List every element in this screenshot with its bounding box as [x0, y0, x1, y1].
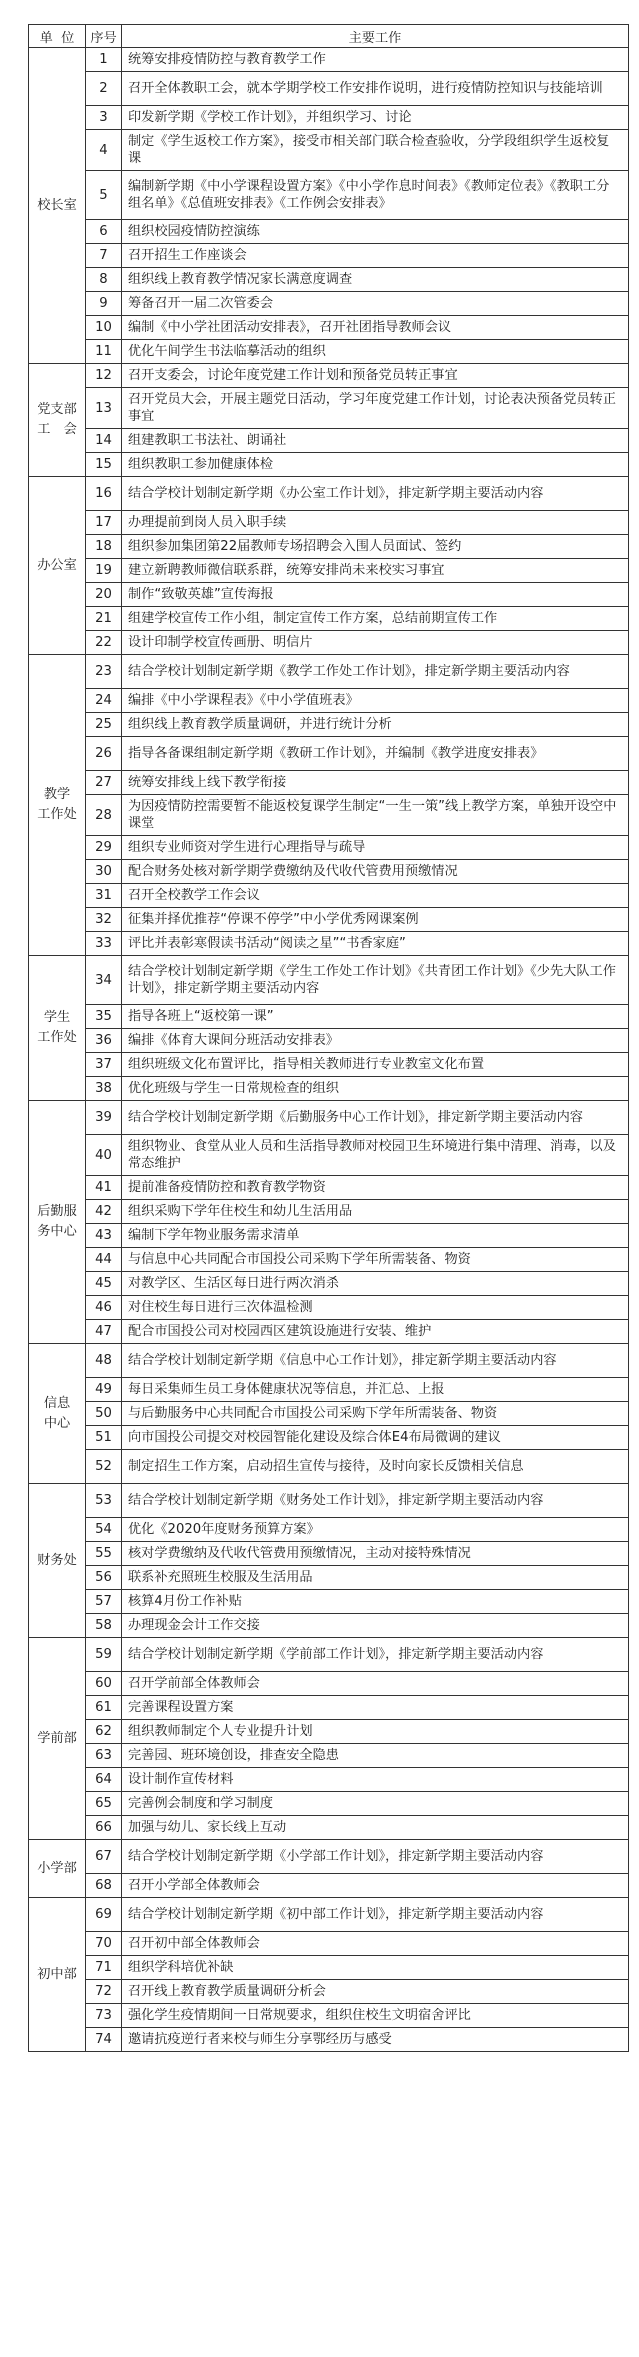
- work-cell: 设计制作宣传材料: [122, 1768, 629, 1792]
- seq-cell: 51: [86, 1426, 122, 1450]
- seq-cell: 45: [86, 1272, 122, 1296]
- seq-cell: 22: [86, 631, 122, 655]
- unit-cell: 学前部: [29, 1638, 86, 1840]
- seq-cell: 13: [86, 388, 122, 429]
- table-row: [29, 477, 629, 511]
- seq-cell: 42: [86, 1200, 122, 1224]
- seq-cell: 56: [86, 1566, 122, 1590]
- work-cell: 结合学校计划制定新学期《学生工作处工作计划》《共青团工作计划》《少先大队工作计划》，排定新学期主要活动内容: [122, 956, 629, 1005]
- table-row: [29, 631, 629, 655]
- seq-cell: 28: [86, 795, 122, 836]
- table-row: [29, 453, 629, 477]
- table-row: [29, 908, 629, 932]
- work-plan-sheet: [28, 24, 628, 2052]
- table-row: [29, 1402, 629, 1426]
- table-row: [29, 2004, 629, 2028]
- seq-cell: 7: [86, 244, 122, 268]
- table-row: [29, 583, 629, 607]
- work-cell: 办理现金会计工作交接: [122, 1614, 629, 1638]
- seq-cell: 4: [86, 130, 122, 171]
- table-row: [29, 559, 629, 583]
- table-row: [29, 292, 629, 316]
- seq-cell: 14: [86, 429, 122, 453]
- seq-cell: 71: [86, 1956, 122, 1980]
- work-cell: 召开初中部全体教师会: [122, 1932, 629, 1956]
- work-cell: 结合学校计划制定新学期《信息中心工作计划》，排定新学期主要活动内容: [122, 1344, 629, 1378]
- seq-cell: 66: [86, 1816, 122, 1840]
- table-row: [29, 268, 629, 292]
- work-cell: 组织参加集团第22届教师专场招聘会入围人员面试、签约: [122, 535, 629, 559]
- work-cell: 联系补充照班生校服及生活用品: [122, 1566, 629, 1590]
- table-row: [29, 1248, 629, 1272]
- table-row: [29, 1426, 629, 1450]
- work-cell: 结合学校计划制定新学期《学前部工作计划》，排定新学期主要活动内容: [122, 1638, 629, 1672]
- table-row: [29, 1614, 629, 1638]
- table-row: [29, 535, 629, 559]
- seq-cell: 67: [86, 1840, 122, 1874]
- work-cell: 召开全校教学工作会议: [122, 884, 629, 908]
- unit-cell: 办公室: [29, 477, 86, 655]
- work-cell: 完善园、班环境创设，排查安全隐患: [122, 1744, 629, 1768]
- seq-cell: 20: [86, 583, 122, 607]
- seq-cell: 6: [86, 220, 122, 244]
- table-body: [29, 48, 629, 2052]
- work-cell: 编排《体育大课间分班活动安排表》: [122, 1029, 629, 1053]
- table-row: [29, 884, 629, 908]
- table-row: [29, 429, 629, 453]
- work-cell: 与信息中心共同配合市国投公司采购下学年所需装备、物资: [122, 1248, 629, 1272]
- table-row: [29, 1296, 629, 1320]
- work-cell: 组织采购下学年住校生和幼儿生活用品: [122, 1200, 629, 1224]
- seq-cell: 62: [86, 1720, 122, 1744]
- seq-cell: 69: [86, 1898, 122, 1932]
- table-row: [29, 1077, 629, 1101]
- seq-cell: 52: [86, 1450, 122, 1484]
- seq-cell: 24: [86, 689, 122, 713]
- work-cell: 加强与幼儿、家长线上互动: [122, 1816, 629, 1840]
- seq-cell: 74: [86, 2028, 122, 2052]
- table-row: [29, 1101, 629, 1135]
- work-cell: 为因疫情防控需要暂不能返校复课学生制定“一生一策”线上教学方案，单独开设空中课堂: [122, 795, 629, 836]
- work-cell: 核算4月份工作补贴: [122, 1590, 629, 1614]
- table-row: [29, 388, 629, 429]
- table-row: [29, 1768, 629, 1792]
- seq-cell: 70: [86, 1932, 122, 1956]
- work-cell: 指导各班上“返校第一课”: [122, 1005, 629, 1029]
- seq-cell: 18: [86, 535, 122, 559]
- work-cell: 召开全体教职工会，就本学期学校工作安排作说明，进行疫情防控知识与技能培训: [122, 72, 629, 106]
- unit-column-header: 单 位: [29, 25, 86, 48]
- work-cell: 编制下学年物业服务需求清单: [122, 1224, 629, 1248]
- seq-cell: 25: [86, 713, 122, 737]
- seq-cell: 2: [86, 72, 122, 106]
- table-row: [29, 1590, 629, 1614]
- table-row: [29, 1518, 629, 1542]
- table-row: [29, 795, 629, 836]
- unit-cell: 党支部 工 会: [29, 364, 86, 477]
- work-cell: 组织校园疫情防控演练: [122, 220, 629, 244]
- work-cell: 邀请抗疫逆行者来校与师生分享鄂经历与感受: [122, 2028, 629, 2052]
- table-row: [29, 1956, 629, 1980]
- table-row: [29, 171, 629, 220]
- work-cell: 召开学前部全体教师会: [122, 1672, 629, 1696]
- seq-cell: 3: [86, 106, 122, 130]
- seq-cell: 41: [86, 1176, 122, 1200]
- seq-cell: 34: [86, 956, 122, 1005]
- table-row: [29, 1672, 629, 1696]
- table-row: [29, 1450, 629, 1484]
- work-cell: 对住校生每日进行三次体温检测: [122, 1296, 629, 1320]
- work-cell: 结合学校计划制定新学期《后勤服务中心工作计划》，排定新学期主要活动内容: [122, 1101, 629, 1135]
- table-row: [29, 655, 629, 689]
- work-cell: 结合学校计划制定新学期《办公室工作计划》，排定新学期主要活动内容: [122, 477, 629, 511]
- seq-cell: 60: [86, 1672, 122, 1696]
- table-row: [29, 1484, 629, 1518]
- seq-cell: 72: [86, 1980, 122, 2004]
- work-cell: 完善课程设置方案: [122, 1696, 629, 1720]
- work-cell: 组织教职工参加健康体检: [122, 453, 629, 477]
- seq-cell: 44: [86, 1248, 122, 1272]
- work-cell: 强化学生疫情期间一日常规要求，组织住校生文明宿舍评比: [122, 2004, 629, 2028]
- work-cell: 制作“致敬英雄”宣传海报: [122, 583, 629, 607]
- table-row: [29, 932, 629, 956]
- seq-cell: 35: [86, 1005, 122, 1029]
- seq-cell: 12: [86, 364, 122, 388]
- seq-cell: 54: [86, 1518, 122, 1542]
- work-cell: 建立新聘教师微信联系群，统筹安排尚未来校实习事宜: [122, 559, 629, 583]
- seq-cell: 32: [86, 908, 122, 932]
- work-cell: 提前准备疫情防控和教育教学物资: [122, 1176, 629, 1200]
- work-cell: 设计印制学校宣传画册、明信片: [122, 631, 629, 655]
- unit-cell: 财务处: [29, 1484, 86, 1638]
- table-row: [29, 244, 629, 268]
- work-cell: 召开线上教育教学质量调研分析会: [122, 1980, 629, 2004]
- work-cell: 制定招生工作方案，启动招生宣传与接待，及时向家长反馈相关信息: [122, 1450, 629, 1484]
- seq-cell: 15: [86, 453, 122, 477]
- work-cell: 召开党员大会，开展主题党日活动，学习年度党建工作计划，讨论表决预备党员转正事宜: [122, 388, 629, 429]
- table-row: [29, 836, 629, 860]
- unit-cell: 信息 中心: [29, 1344, 86, 1484]
- seq-cell: 64: [86, 1768, 122, 1792]
- seq-cell: 50: [86, 1402, 122, 1426]
- work-cell: 征集并择优推荐“停课不停学”中小学优秀网课案例: [122, 908, 629, 932]
- seq-cell: 19: [86, 559, 122, 583]
- seq-cell: 57: [86, 1590, 122, 1614]
- work-cell: 对教学区、生活区每日进行两次消杀: [122, 1272, 629, 1296]
- seq-cell: 40: [86, 1135, 122, 1176]
- table-row: [29, 1542, 629, 1566]
- work-cell: 配合市国投公司对校园西区建筑设施进行安装、维护: [122, 1320, 629, 1344]
- seq-cell: 47: [86, 1320, 122, 1344]
- work-cell: 组建教职工书法社、朗诵社: [122, 429, 629, 453]
- work-cell: 召开支委会，讨论年度党建工作计划和预备党员转正事宜: [122, 364, 629, 388]
- work-cell: 结合学校计划制定新学期《财务处工作计划》，排定新学期主要活动内容: [122, 1484, 629, 1518]
- seq-cell: 23: [86, 655, 122, 689]
- table-row: [29, 1005, 629, 1029]
- seq-cell: 37: [86, 1053, 122, 1077]
- seq-cell: 58: [86, 1614, 122, 1638]
- table-row: [29, 1053, 629, 1077]
- table-row: [29, 1696, 629, 1720]
- work-cell: 编排《中小学课程表》《中小学值班表》: [122, 689, 629, 713]
- seq-cell: 73: [86, 2004, 122, 2028]
- seq-cell: 63: [86, 1744, 122, 1768]
- table-row: [29, 130, 629, 171]
- table-row: [29, 1792, 629, 1816]
- work-cell: 编制新学期《中小学课程设置方案》《中小学作息时间表》《教师定位表》《教职工分组名单》《总值班安排表》《工作例会安排表》: [122, 171, 629, 220]
- work-cell: 组织专业师资对学生进行心理指导与疏导: [122, 836, 629, 860]
- work-cell: 组织学科培优补缺: [122, 1956, 629, 1980]
- table-row: [29, 1638, 629, 1672]
- work-cell: 组织线上教育教学质量调研，并进行统计分析: [122, 713, 629, 737]
- table-row: [29, 48, 629, 72]
- table-row: [29, 1200, 629, 1224]
- table-row: [29, 364, 629, 388]
- table-row: [29, 1029, 629, 1053]
- table-row: [29, 1874, 629, 1898]
- work-cell: 召开招生工作座谈会: [122, 244, 629, 268]
- seq-cell: 59: [86, 1638, 122, 1672]
- work-cell: 组织物业、食堂从业人员和生活指导教师对校园卫生环境进行集中清理、消毒，以及常态维护: [122, 1135, 629, 1176]
- table-row: [29, 1566, 629, 1590]
- table-row: [29, 771, 629, 795]
- seq-cell: 65: [86, 1792, 122, 1816]
- unit-cell: 校长室: [29, 48, 86, 364]
- seq-cell: 29: [86, 836, 122, 860]
- seq-cell: 10: [86, 316, 122, 340]
- work-column-header: 主要工作: [122, 25, 629, 48]
- seq-cell: 8: [86, 268, 122, 292]
- work-cell: 与后勤服务中心共同配合市国投公司采购下学年所需装备、物资: [122, 1402, 629, 1426]
- table-row: [29, 1176, 629, 1200]
- work-cell: 组织线上教育教学情况家长满意度调查: [122, 268, 629, 292]
- seq-cell: 38: [86, 1077, 122, 1101]
- table-row: [29, 1816, 629, 1840]
- seq-cell: 5: [86, 171, 122, 220]
- work-cell: 结合学校计划制定新学期《初中部工作计划》，排定新学期主要活动内容: [122, 1898, 629, 1932]
- table-row: [29, 737, 629, 771]
- seq-cell: 26: [86, 737, 122, 771]
- seq-cell: 27: [86, 771, 122, 795]
- seq-cell: 21: [86, 607, 122, 631]
- seq-cell: 61: [86, 1696, 122, 1720]
- work-plan-table: [28, 24, 629, 2052]
- table-row: [29, 1344, 629, 1378]
- work-cell: 召开小学部全体教师会: [122, 1874, 629, 1898]
- seq-cell: 49: [86, 1378, 122, 1402]
- table-row: [29, 956, 629, 1005]
- table-row: [29, 1980, 629, 2004]
- work-cell: 印发新学期《学校工作计划》，并组织学习、讨论: [122, 106, 629, 130]
- table-row: [29, 1224, 629, 1248]
- seq-cell: 43: [86, 1224, 122, 1248]
- seq-cell: 30: [86, 860, 122, 884]
- work-cell: 优化班级与学生一日常规检查的组织: [122, 1077, 629, 1101]
- work-cell: 组织班级文化布置评比，指导相关教师进行专业教室文化布置: [122, 1053, 629, 1077]
- table-header-row: [29, 25, 629, 48]
- work-cell: 结合学校计划制定新学期《小学部工作计划》，排定新学期主要活动内容: [122, 1840, 629, 1874]
- table-row: [29, 1840, 629, 1874]
- table-row: [29, 713, 629, 737]
- table-row: [29, 1378, 629, 1402]
- work-cell: 核对学费缴纳及代收代管费用预缴情况，主动对接特殊情况: [122, 1542, 629, 1566]
- work-cell: 筹备召开一届二次管委会: [122, 292, 629, 316]
- seq-column-header: 序号: [86, 25, 122, 48]
- table-row: [29, 1320, 629, 1344]
- seq-cell: 16: [86, 477, 122, 511]
- work-cell: 统筹安排疫情防控与教育教学工作: [122, 48, 629, 72]
- work-cell: 评比并表彰寒假读书活动“阅读之星”“书香家庭”: [122, 932, 629, 956]
- work-cell: 完善例会制度和学习制度: [122, 1792, 629, 1816]
- seq-cell: 36: [86, 1029, 122, 1053]
- table-row: [29, 1744, 629, 1768]
- seq-cell: 33: [86, 932, 122, 956]
- work-cell: 组建学校宣传工作小组，制定宣传工作方案，总结前期宣传工作: [122, 607, 629, 631]
- work-cell: 组织教师制定个人专业提升计划: [122, 1720, 629, 1744]
- work-cell: 制定《学生返校工作方案》，接受市相关部门联合检查验收，分学段组织学生返校复课: [122, 130, 629, 171]
- work-cell: 办理提前到岗人员入职手续: [122, 511, 629, 535]
- table-row: [29, 1720, 629, 1744]
- table-row: [29, 511, 629, 535]
- table-row: [29, 106, 629, 130]
- work-cell: 编制《中小学社团活动安排表》，召开社团指导教师会议: [122, 316, 629, 340]
- table-row: [29, 1272, 629, 1296]
- table-row: [29, 1898, 629, 1932]
- unit-cell: 后勤服 务中心: [29, 1101, 86, 1344]
- seq-cell: 39: [86, 1101, 122, 1135]
- seq-cell: 17: [86, 511, 122, 535]
- work-cell: 每日采集师生员工身体健康状况等信息，并汇总、上报: [122, 1378, 629, 1402]
- work-cell: 向市国投公司提交对校园智能化建设及综合体E4布局微调的建议: [122, 1426, 629, 1450]
- seq-cell: 11: [86, 340, 122, 364]
- table-row: [29, 2028, 629, 2052]
- unit-cell: 学生 工作处: [29, 956, 86, 1101]
- work-cell: 优化午间学生书法临摹活动的组织: [122, 340, 629, 364]
- unit-cell: 教学 工作处: [29, 655, 86, 956]
- seq-cell: 48: [86, 1344, 122, 1378]
- seq-cell: 9: [86, 292, 122, 316]
- unit-cell: 小学部: [29, 1840, 86, 1898]
- table-row: [29, 860, 629, 884]
- seq-cell: 31: [86, 884, 122, 908]
- table-row: [29, 316, 629, 340]
- work-cell: 指导各备课组制定新学期《教研工作计划》，并编制《教学进度安排表》: [122, 737, 629, 771]
- work-cell: 结合学校计划制定新学期《教学工作处工作计划》，排定新学期主要活动内容: [122, 655, 629, 689]
- work-cell: 统筹安排线上线下教学衔接: [122, 771, 629, 795]
- table-row: [29, 1932, 629, 1956]
- table-row: [29, 1135, 629, 1176]
- seq-cell: 46: [86, 1296, 122, 1320]
- table-row: [29, 72, 629, 106]
- table-row: [29, 220, 629, 244]
- table-row: [29, 607, 629, 631]
- work-cell: 配合财务处核对新学期学费缴纳及代收代管费用预缴情况: [122, 860, 629, 884]
- seq-cell: 55: [86, 1542, 122, 1566]
- table-row: [29, 340, 629, 364]
- seq-cell: 53: [86, 1484, 122, 1518]
- seq-cell: 68: [86, 1874, 122, 1898]
- seq-cell: 1: [86, 48, 122, 72]
- unit-cell: 初中部: [29, 1898, 86, 2052]
- table-row: [29, 689, 629, 713]
- work-cell: 优化《2020年度财务预算方案》: [122, 1518, 629, 1542]
